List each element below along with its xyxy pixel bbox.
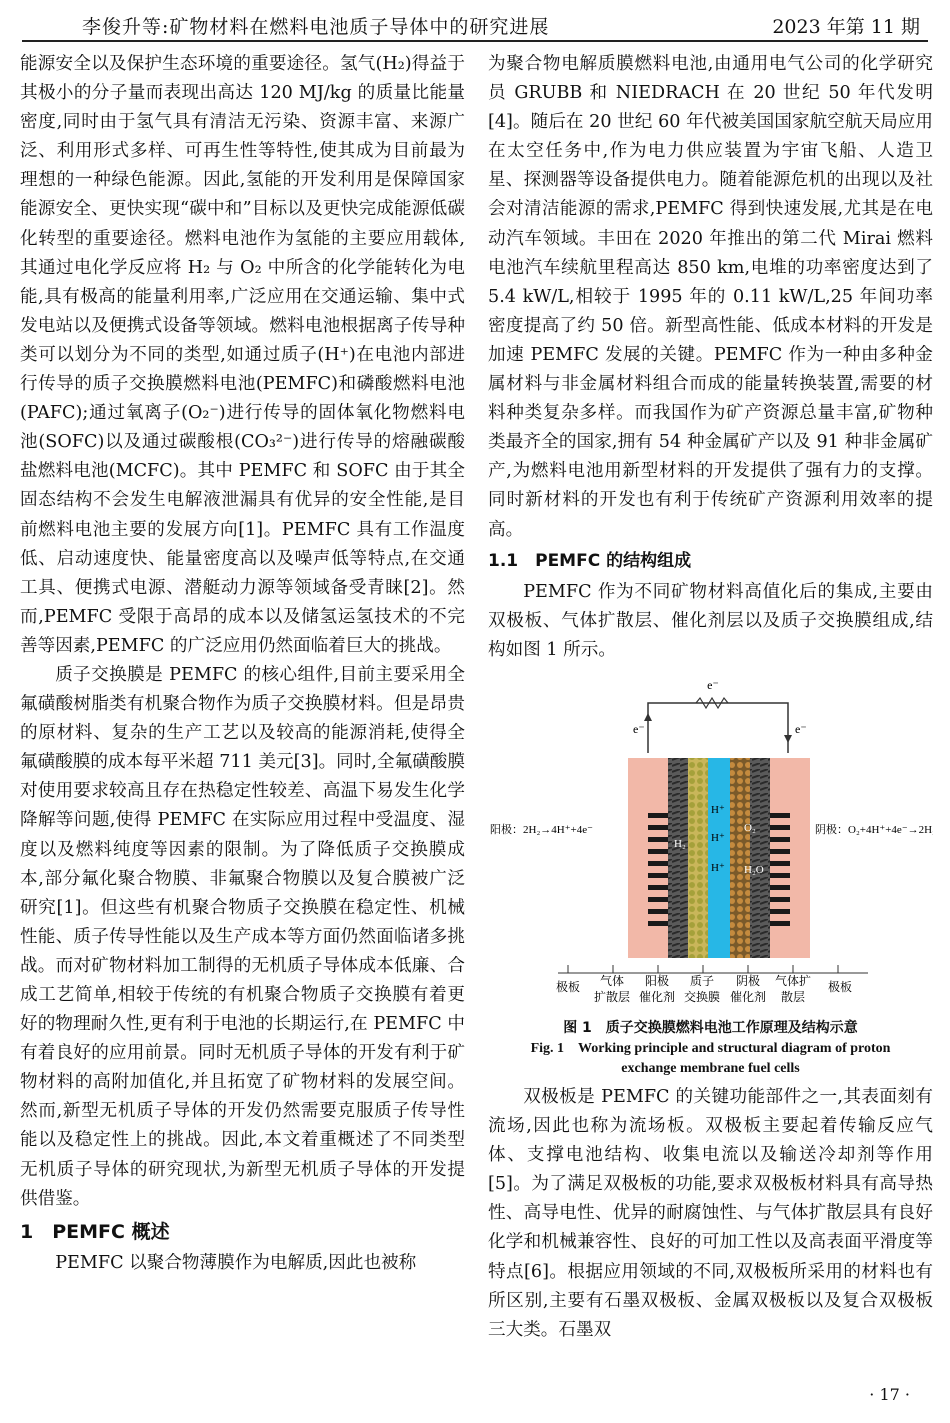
hydrogen-label: H₂ — [674, 837, 686, 850]
electron-top-label: e⁻ — [707, 677, 719, 692]
cathode-bipolar-plate — [770, 758, 810, 958]
proton-label-3: H⁺ — [711, 861, 725, 874]
cathode-catalyst-layer — [730, 758, 750, 958]
proton-label-2: H⁺ — [711, 831, 725, 844]
component-label: 阴极 — [735, 973, 761, 988]
anode-bipolar-plate — [628, 758, 668, 958]
page-number: · 17 · — [869, 1385, 910, 1404]
figure-caption-cn: 图 1 质子交换膜燃料电池工作原理及结构示意 — [563, 1019, 858, 1036]
component-label: 气体 — [599, 973, 625, 988]
cathode-equation: 阴极：O₂+4H⁺+4e⁻→2H₂O — [815, 823, 933, 836]
right-paragraph-1: 为聚合物电解质膜燃料电池,由通用电气公司的化学研究员 GRUBB 和 NIEDRACH 在 20 世纪 50 年代发明[4]。随后在 20 世纪 60 年代被美国国家航空航天局应用在太空任务中,作为电力供应装置为宇宙飞船、人造卫星、探测器等设备提供电力。随着能源危机的出现以及社会对清洁能源的需求,PEMFC 得到快速发展,尤其是在电动汽车领域。丰田在 2020 年推出的第二代 Mirai 燃料电池汽车续航里程高达 850 km,电堆的功率密度达到了 5.4 kW/L,相较于 1995 年的 0.11 kW/L,25 年间功率密度提高了约 50 倍。新型高性能、低成本材料的开发是加速 PEMFC 发展的关键。PEMFC 作为一种由多种金属材料与非金属材料组合而成的能量转换装置,需要的材料种类复杂多样。而我国作为矿产资源总量丰富,矿物种类最齐全的国家,拥有 54 种金属矿产以及 91 种非金属矿产,为燃料电池用新型材料的开发提供了强有力的支撑。同时新材料的开发也有利于传统矿产资源利用效率的提高。 — [488, 54, 933, 540]
component-label: 散层 — [780, 989, 806, 1004]
component-labels — [556, 973, 852, 1004]
right-column — [488, 50, 933, 1345]
external-circuit-wire — [648, 703, 788, 753]
proton-label-1: H⁺ — [711, 803, 725, 816]
component-label: 催化剂 — [729, 989, 767, 1004]
left-paragraph-3: PEMFC 以聚合物薄膜作为电解质,因此也被称 — [55, 1252, 417, 1273]
anode-gas-diffusion-layer — [668, 758, 688, 958]
water-label: H₂O — [744, 863, 764, 876]
component-label: 极板 — [827, 979, 853, 994]
component-label: 催化剂 — [638, 989, 676, 1004]
oxygen-label: O₂ — [744, 821, 756, 834]
component-label: 极板 — [555, 979, 581, 994]
component-label: 质子 — [689, 973, 715, 988]
anode-catalyst-layer — [688, 758, 708, 958]
figure-caption-en-line-1: Fig. 1 Working principle and structural diagram of proton — [530, 1040, 891, 1056]
component-label: 交换膜 — [683, 989, 721, 1004]
component-label: 扩散层 — [593, 989, 631, 1004]
component-label: 气体扩 — [774, 973, 812, 988]
component-label: 阳极 — [644, 973, 670, 988]
section-heading-1: 1 PEMFC 概述 — [20, 1220, 170, 1243]
left-paragraph-1: 能源安全以及保护生态环境的重要途径。氢气(H₂)得益于其极小的分子量而表现出高达 120 MJ/kg 的质量比能量密度,同时由于氢气具有清洁无污染、资源丰富、来源广泛、利用形式多样、可再生性等特性,使其成为目前最为理想的一种绿色能源。因此,氢能的开发利用是保障国家能源安全、更快实现“碳中和”目标以及更快完成能源低碳化转型的重要途径。燃料电池作为氢能的主要应用载体,其通过电化学反应将 H₂ 与 O₂ 中所含的化学能转化为电能,具有极高的能量利用率,广泛应用在交通运输、集中式发电站以及便携式设备等领域。燃料电池根据离子传导种类可以划分为不同的类型,如通过质子(H⁺)在电池内部进行传导的质子交换膜燃料电池(PEMFC)和磷酸燃料电池(PAFC);通过氧离子(O₂⁻)进行传导的固体氧化物燃料电池(SOFC)以及通过碳酸根(CO₃²⁻)进行传导的熔融碳酸盐燃料电池(MCFC)。其中 PEMFC 和 SOFC 由于其全固态结构不会发生电解液泄漏具有优异的安全性能,是目前燃料电池主要的发展方向[1]。PEMFC 具有工作温度低、启动速度快、能量密度高以及噪声低等特点,在交通工具、便携式电源、潜艇动力源等领域备受青睐[2]。然而,PEMFC 受限于高昂的成本以及储氢运氢技术的不完善等因素,PEMFC 的广泛应用仍然面临着巨大的挑战。 — [20, 54, 465, 656]
figure-1 — [488, 673, 933, 1013]
left-column — [20, 50, 465, 1278]
arrow-up-icon — [644, 713, 652, 721]
label-brackets — [558, 965, 868, 973]
anode-equation: 阳极：2H₂→4H⁺+4e⁻ — [490, 823, 593, 836]
figure-caption-en-line-2: exchange membrane fuel cells — [621, 1060, 800, 1076]
proton-exchange-membrane — [708, 758, 730, 958]
header-title: 李俊升等:矿物材料在燃料电池质子导体中的研究进展 — [82, 16, 550, 38]
left-paragraph-2: 质子交换膜是 PEMFC 的核心组件,目前主要采用全氟磺酸树脂类有机聚合物作为质子交换膜材料。但是昂贵的原材料、复杂的生产工艺以及较高的能源消耗,使得全氟磺酸膜的成本每平米超 711 美元[3]。同时,全氟磺酸膜对使用要求较高且存在热稳定性较差、高温下易发生化学降解等问题,使得 PEMFC 在实际应用过程中受温度、湿度以及燃料纯度等因素的限制。为了降低质子交换膜成本,部分氟化聚合物膜、非氟聚合物膜以及复合膜被广泛研究[1]。但这些有机聚合物质子交换膜在稳定性、机械性能、质子传导性能以及生产成本等方面仍然面临诸多挑战。而对矿物材料加工制得的无机质子导体成本低廉、合成工艺简单,相较于传统的有机聚合物质子交换膜有着更好的物理耐久性,更有利于电池的长期运行,在 PEMFC 中有着良好的应用前景。同时无机质子导体的开发有利于矿物材料的高附加值化,并且拓宽了矿物材料的发展空间。然而,新型无机质子导体的开发仍然需要克服质子传导性能以及稳定性上的挑战。因此,本文着重概述了不同类型无机质子导体的研究现状,为新型无机质子导体的开发提供借鉴。 — [20, 664, 465, 1209]
header-issue: 2023 年第 11 期 — [772, 16, 920, 38]
electron-right-label: e⁻ — [795, 721, 807, 736]
arrow-down-icon — [784, 735, 792, 743]
figure-caption-en — [488, 1039, 933, 1079]
pemfc-diagram — [488, 673, 933, 1013]
right-paragraph-2: PEMFC 作为不同矿物材料高值化后的集成,主要由双极板、气体扩散层、催化剂层以及质子交换膜组成,结构如图 1 所示。 — [488, 581, 933, 660]
running-header — [22, 6, 928, 42]
right-paragraph-3: 双极板是 PEMFC 的关键功能部件之一,其表面刻有流场,因此也称为流场板。双极板主要起着传输反应气体、支撑电池结构、收集电流以及输送冷却剂等作用[5]。为了满足双极板的功能,要求双极板材料具有高导热性、高导电性、优异的耐腐蚀性、与气体扩散层具有良好化学和机械兼容性、良好的可加工性以及高表面平滑度等特点[6]。根据应用领域的不同,双极板所采用的材料也有所区别,主要有石墨双极板、金属双极板以及复合双极板三大类。石墨双 — [488, 1086, 933, 1340]
electron-left-label: e⁻ — [633, 721, 645, 736]
section-heading-1-1: 1.1 PEMFC 的结构组成 — [488, 550, 692, 571]
cathode-gas-diffusion-layer — [750, 758, 770, 958]
